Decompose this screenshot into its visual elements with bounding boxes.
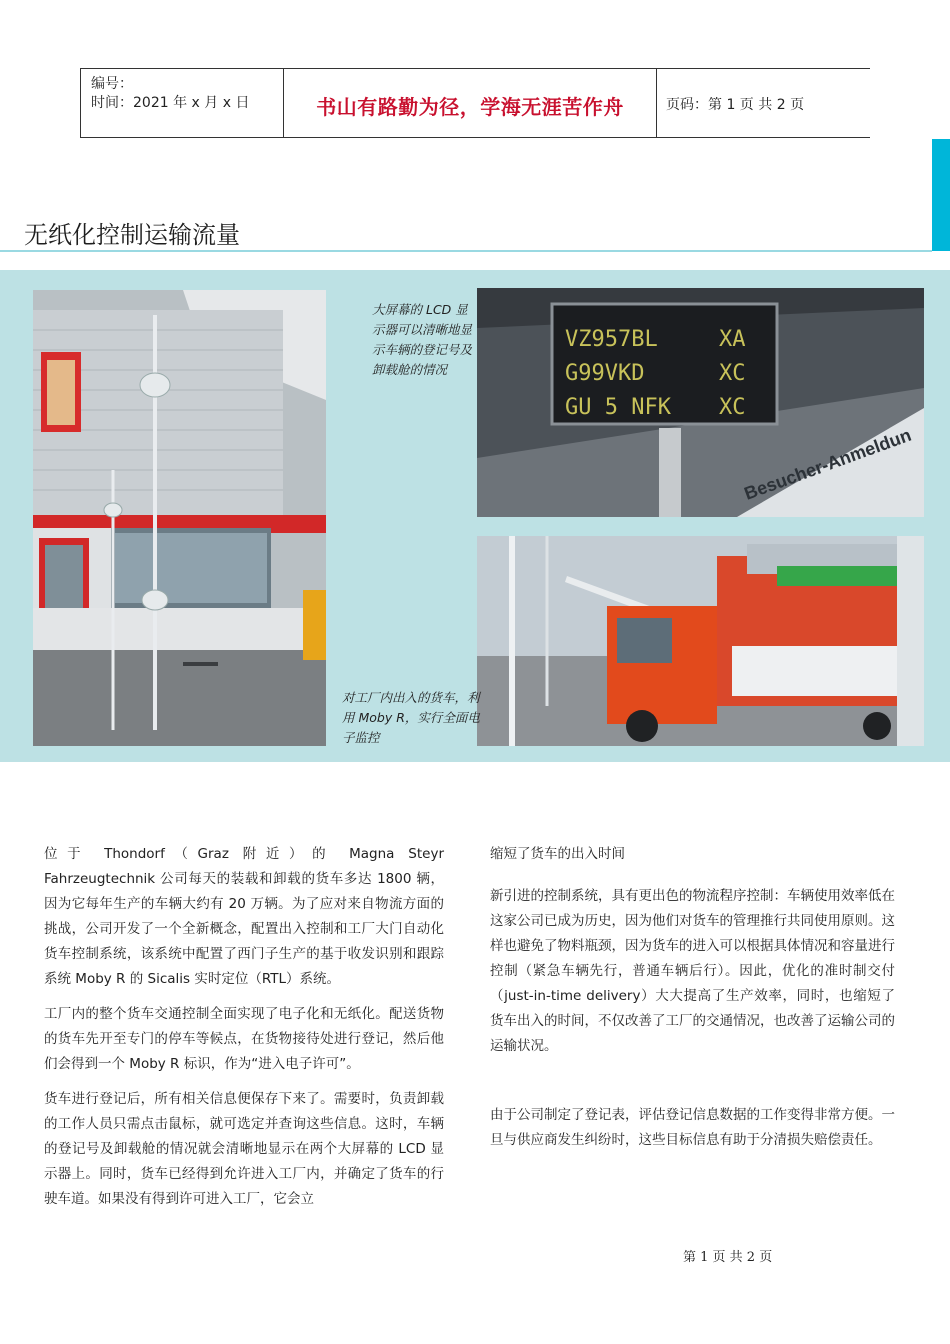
truck-illustration [477, 536, 924, 746]
header-page-cell [656, 69, 870, 137]
lcd-caption: 大屏幕的 LCD 显示器可以清晰地显示车辆的登记号及卸载舱的情况 [372, 302, 473, 377]
left-column [44, 842, 444, 1222]
motto-text: 书山有路勤为径，学海无涯苦作舟 [316, 95, 624, 119]
right-column [490, 842, 895, 1069]
document-date: 时间：2021 年 x 月 x 日 [91, 95, 250, 111]
header-meta-cell [80, 69, 284, 137]
accent-bar [932, 139, 950, 251]
page-info: 页码：第 1 页 共 2 页 [666, 97, 805, 113]
photo-band [0, 270, 950, 762]
truck-photo [477, 536, 924, 746]
left-paragraph-3: 货车进行登记后，所有相关信息便保存下来了。需要时，负责卸载的工作人员只需点击鼠标，就可选定并查询这些信息。这时，车辆的登记号及卸载舱的情况就会清晰地显示在两个大屏幕的 LCD 显示器上。同时，货车已经得到允许进入工厂内，并确定了货车的行驶车道。如果没有得到许可进入工厂，它会立 [44, 1091, 444, 1207]
right-paragraph-2: 由于公司制定了登记表，评估登记信息数据的工作变得非常方便。一旦与供应商发生纠纷时，这些目标信息有助于分清损失赔偿责任。 [490, 1107, 895, 1148]
right-section-heading: 缩短了货车的出入时间 [490, 846, 625, 862]
truck-caption: 对工厂内出入的货车，利用 Moby R，实行全面电子监控 [342, 690, 480, 745]
title-divider [0, 250, 932, 252]
right-column-lower [490, 1103, 895, 1163]
left-paragraph-2: 工厂内的整个货车交通控制全面实现了电子化和无纸化。配送货物的货车先开至专门的停车等候点，在货物接待处进行登记，然后他们会得到一个 Moby R 标识，作为“进入电子许可”。 [44, 1006, 444, 1072]
gatehouse-photo [33, 290, 326, 746]
page-title: 无纸化控制运输流量 [24, 221, 240, 249]
lcd-row-2: G99VKD [565, 361, 645, 386]
lcd-row-1: VZ957BL [565, 327, 658, 352]
left-paragraph-1: 位于 Thondorf（Graz 附近）的 Magna Steyr Fahrzeugtechnik 公司每天的装载和卸载的货车多达 1800 辆，因为它每年生产的车辆大约有 20 万辆。为了应对来自物流方面的挑战，公司开发了一个全新概念，配置出入控制和工厂大门自动化货车控制系统，该系统中配置了西门子生产的基于收发识别和跟踪系统 Moby R 的 Sicalis 实时定位（RTL）系统。 [44, 846, 444, 987]
header-table [80, 68, 870, 138]
page-footer: 第 1 页 共 2 页 [683, 1250, 773, 1265]
document-number: 编号： [91, 76, 133, 92]
visitor-sign-text: Besucher-Anmeldun [741, 424, 914, 504]
lcd-code-3: XC [719, 395, 746, 420]
lcd-display-photo [477, 288, 924, 517]
header-motto-cell [283, 69, 657, 137]
lcd-code-2: XC [719, 361, 746, 386]
lcd-code-1: XA [719, 327, 746, 352]
right-paragraph-1: 新引进的控制系统，具有更出色的物流程序控制：车辆使用效率低在这家公司已成为历史，因为他们对货车的管理推行共同使用原则。这样也避免了物料瓶颈，因为货车的进入可以根据具体情况和容量进行控制（紧急车辆先行，普通车辆后行）。因此，优化的准时制交付（just-in-time delivery）大大提高了生产效率，同时，也缩短了货车出入的时间，不仅改善了工厂的交通情况，也改善了运输公司的运输状况。 [490, 888, 895, 1054]
lcd-display-illustration [477, 288, 924, 517]
lcd-row-3: GU 5 NFK [565, 395, 671, 420]
gatehouse-illustration [33, 290, 326, 746]
